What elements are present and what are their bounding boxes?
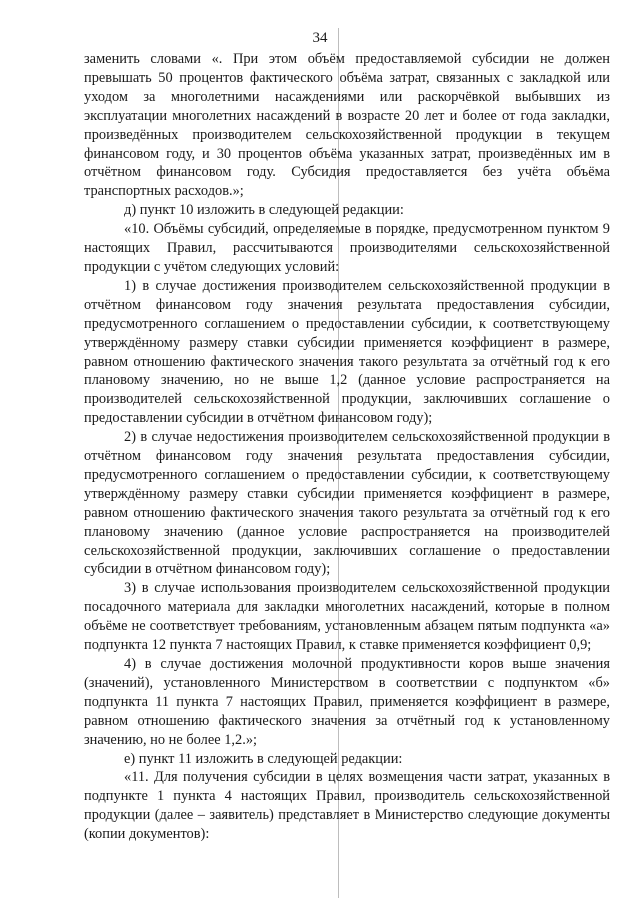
paragraph: 4) в случае достижения молочной продуктивности коров выше значения (значений), установленного Министерством в соответствии с подпунктом «б» подпункта 11 пункта 7 настоящих Правил, применяется коэффициент в размере, равном отношению фактического значения за отчётный год к установленному значению, но не более 1,2.»; xyxy=(84,656,610,748)
paragraph: «10. Объёмы субсидий, определяемые в порядке, предусмотренном пунктом 9 настоящих Правил, рассчитываются производителями сельскохозяйственной продукции с учётом следующих условий: xyxy=(84,221,610,275)
document-body xyxy=(84,50,610,844)
paragraph: д) пункт 10 изложить в следующей редакции: xyxy=(124,202,404,219)
paragraph: 3) в случае использования производителем сельскохозяйственной продукции посадочного материала для закладки многолетних насаждений, которые в полном объёме не соответствует требованиям, установленным абзацем пятым подпункта «а» подпункта 12 пункта 7 настоящих Правил, к ставке применяется коэффициент 0,9; xyxy=(84,580,610,654)
paragraph: заменить словами «. При этом объём предоставляемой субсидии не должен превышать 50 процентов фактического объёма затрат, связанных с закладкой или уходом за многолетними насаждениями или раскорчёвкой выбывших из эксплуатации многолетних насаждений в возрасте 20 лет и более от года закладки, произведённых производителем сельскохозяйственной продукции в текущем финансовом году, и 30 процентов объёма указанных затрат, произведённых им в отчётном финансовом году. Субсидия предоставляется без учёта объёма транспортных расходов.»; xyxy=(84,51,610,200)
page-number: 34 xyxy=(312,30,328,46)
paragraph: «11. Для получения субсидии в целях возмещения части затрат, указанных в подпункте 1 пункта 4 настоящих Правил, производитель сельскохозяйственной продукции (далее – заявитель) представляет в Министерство следующие документы (копии документов): xyxy=(84,769,610,843)
paragraph: е) пункт 11 изложить в следующей редакции: xyxy=(124,750,403,767)
paragraph: 2) в случае недостижения производителем сельскохозяйственной продукции в отчётном финансовом году значения результата предоставления субсидии, предусмотренного соглашением о предоставлении субсидии, к соответствующему утверждённому размеру ставки субсидии применяется коэффициент в размере, равном отношению фактического значения такого результата за отчётный год к его плановому значению (данное условие распространяется на производителей сельскохозяйственной продукции, заключивших соглашение о предоставлении субсидии в отчётном финансовом году); xyxy=(84,429,610,578)
paragraph: 1) в случае достижения производителем сельскохозяйственной продукции в отчётном финансовом году значения результата предоставления субсидии, предусмотренного соглашением о предоставлении субсидии, к соответствующему утверждённому размеру ставки субсидии применяется коэффициент в размере, равном отношению фактического значения такого результата за отчётный год к его плановому значению, но не выше 1,2 (данное условие распространяется на производителей сельскохозяйственной продукции, заключивших соглашение о предоставлении субсидии в отчётном финансовом году); xyxy=(84,277,610,427)
